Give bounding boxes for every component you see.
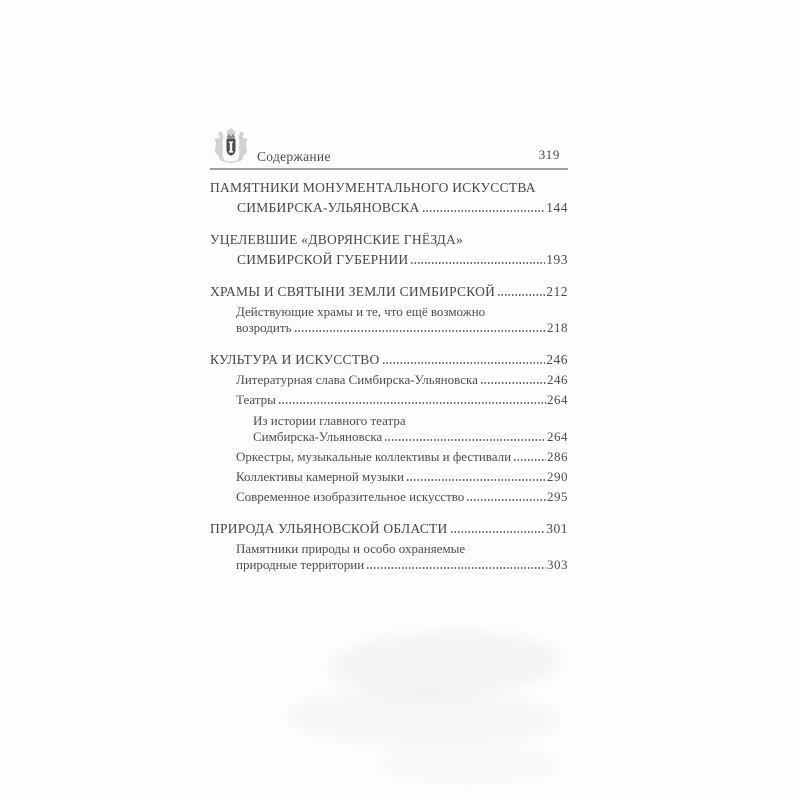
dot-leader [279,402,546,404]
toc-entry-line [236,304,568,320]
toc-entry [236,372,568,388]
toc-entry-line [210,348,568,368]
toc-entry-title: СИМБИРСКОЙ ГУБЕРНИИ [237,252,409,267]
toc-page-number: 264 [547,392,568,407]
page-showthrough [288,688,559,749]
toc-entry-title: ПРИРОДА УЛЬЯНОВСКОЙ ОБЛАСТИ [210,521,448,536]
page-header [210,128,568,170]
toc-page-number: 193 [546,252,568,267]
toc-page-number: 264 [547,429,568,444]
toc-entry-line [236,469,568,485]
toc-entry-line [236,449,568,465]
toc-entry-line [236,541,568,557]
dot-leader [383,362,546,364]
toc-entry-title: СИМБИРСКА-УЛЬЯНОВСКА [237,200,420,215]
toc-page-number: 295 [547,489,568,504]
toc-entry-title: возродить [236,320,292,335]
toc-entry-title: Театры [236,392,276,407]
toc-entry-line [253,413,568,429]
toc-entry-title: природные территории [236,557,365,572]
toc-entry [236,449,568,465]
toc-entry [236,304,568,336]
toc-entry-line [210,176,568,196]
toc-page-number: 303 [547,557,568,572]
toc-entry-line [236,392,568,408]
dot-leader [451,531,546,533]
contents-page [210,128,568,573]
dot-leader [367,567,546,569]
toc-entry-line [236,557,568,573]
toc-entry [236,489,568,505]
toc-entry [210,280,568,300]
toc-entry-title: ПАМЯТНИКИ МОНУМЕНТАЛЬНОГО ИСКУССТВА [210,180,536,195]
toc-entry [236,469,568,485]
toc-list [210,176,568,573]
toc-entry [210,228,568,268]
dot-leader [295,330,547,332]
dot-leader [498,294,545,296]
toc-entry-title: Симбирска-Ульяновска [253,429,383,444]
toc-page-number: 218 [547,320,568,335]
toc-entry-line [236,372,568,388]
toc-entry-title: КУЛЬТУРА И ИСКУССТВО [210,352,380,367]
toc-entry-line [210,280,568,300]
toc-entry [210,517,568,537]
toc-entry-line [253,429,568,445]
toc-entry-title: Памятники природы и особо охраняемые [236,541,466,556]
dot-leader [407,479,546,481]
toc-page-number: 301 [546,521,568,536]
dot-leader [423,210,546,212]
page-showthrough [329,628,561,700]
toc-entry [236,392,568,408]
toc-entry-title: УЦЕЛЕВШИЕ «ДВОРЯНСКИЕ ГНЁЗДА» [210,232,463,247]
toc-entry-line [236,320,568,336]
dot-leader [385,439,546,441]
toc-entry-title: Современное изобразительное искусство [236,489,465,504]
toc-entry [253,413,568,445]
toc-page-number: 286 [547,449,568,464]
toc-entry-title: Оркестры, музыкальные коллективы и фестивали [236,449,512,464]
coat-of-arms-icon [211,127,251,167]
toc-entry [236,541,568,573]
dot-leader [481,382,546,384]
dot-leader [514,459,546,461]
toc-entry-line [210,517,568,537]
toc-entry-line [236,489,568,505]
toc-entry-line [237,248,568,268]
page-number: 319 [538,147,560,162]
toc-page-number: 246 [546,352,568,367]
toc-entry-title: Коллективы камерной музыки [236,469,404,484]
toc-entry-title: ХРАМЫ И СВЯТЫНИ ЗЕМЛИ СИМБИРСКОЙ [210,284,496,299]
toc-entry-title: Действующие храмы и те, что ещё возможно [236,304,486,319]
toc-entry [210,176,568,216]
dot-leader [467,499,546,501]
page-header-title: Содержание [257,149,331,164]
toc-entry-title: Литературная слава Симбирска-Ульяновска [236,372,478,387]
toc-page-number: 212 [546,284,568,299]
dot-leader [411,262,545,264]
toc-entry-title: Из истории главного театра [253,413,406,428]
toc-page-number: 144 [546,200,568,215]
page-showthrough [380,748,560,782]
toc-entry [210,348,568,368]
toc-page-number: 290 [547,469,568,484]
toc-page-number: 246 [547,372,568,387]
toc-entry-line [237,196,568,216]
toc-entry-line [210,228,568,248]
